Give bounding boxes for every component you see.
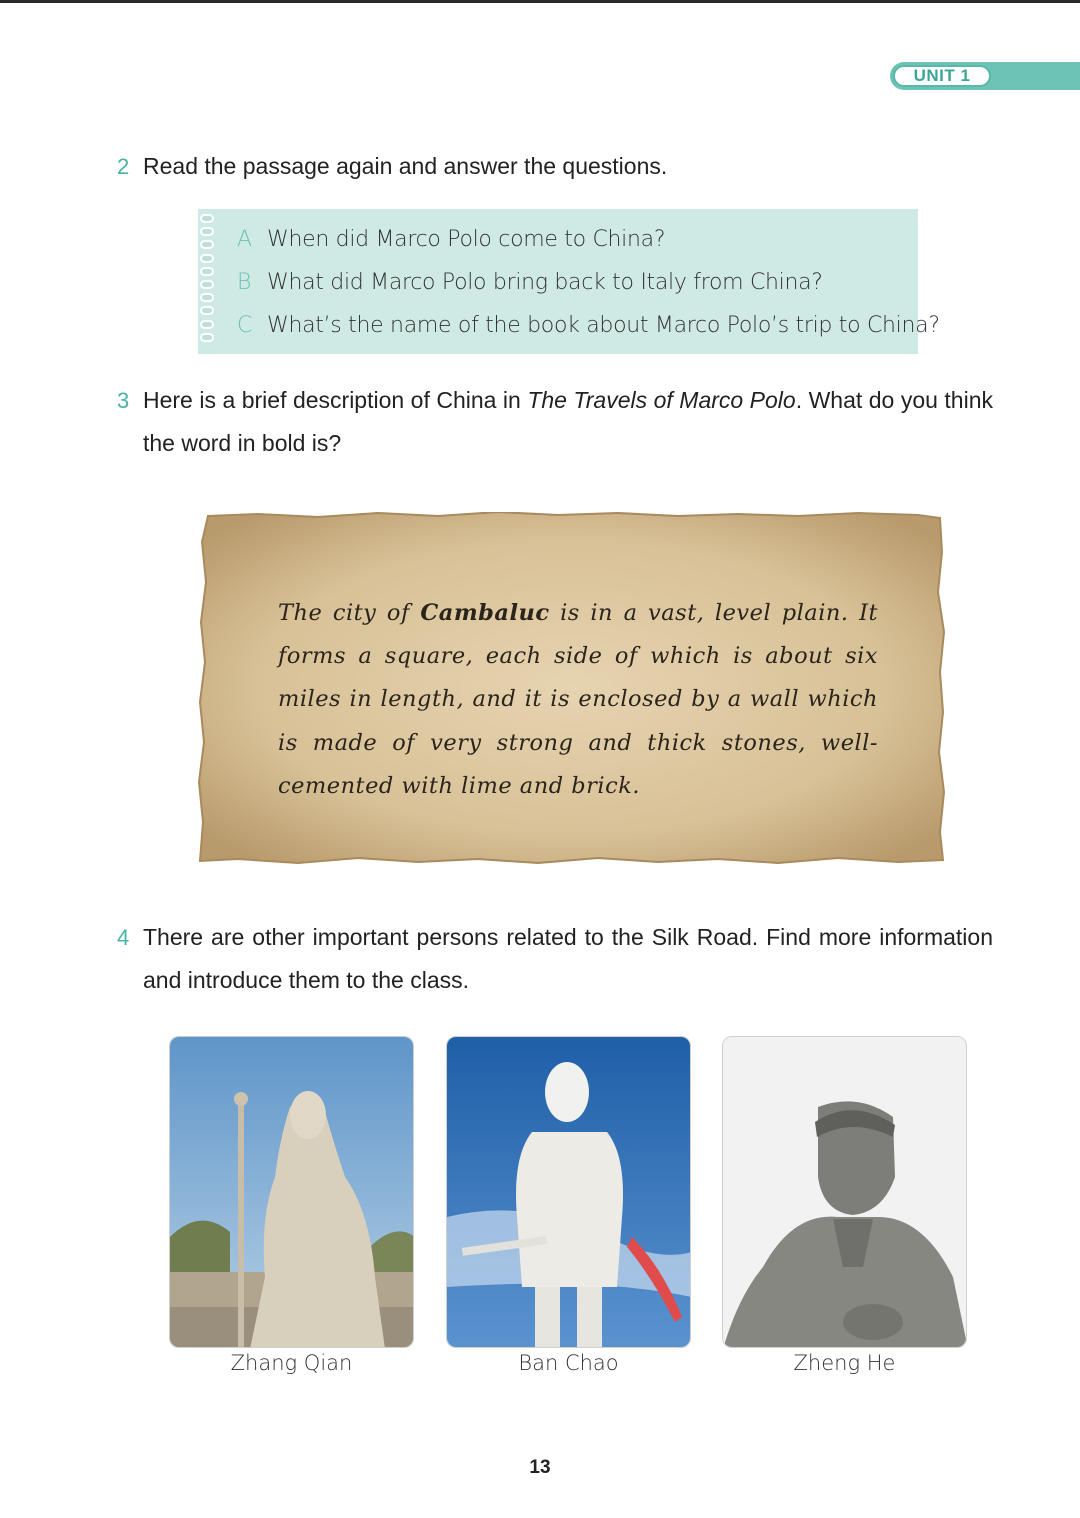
question-text: When did Marco Polo come to China? [267, 227, 666, 252]
passage-text [278, 592, 878, 808]
photo-zhang-qian [169, 1036, 414, 1348]
exercise-3-number: 3 [117, 388, 130, 413]
photo-caption: Ban Chao [518, 1351, 619, 1375]
question-text: What’s the name of the book about Marco Polo’s trip to China? [267, 313, 940, 338]
question-letter: B [237, 270, 252, 295]
bold-word: Cambaluc [420, 600, 550, 626]
notebook-rings [200, 214, 218, 352]
exercise-2-instruction: Read the passage again and answer the questions. [143, 153, 668, 179]
unit-badge: UNIT 1 [893, 65, 991, 87]
passage-segment: is in a vast, level plain. It forms a square, each side of which is about six miles in length, and it is enclosed by a wall which is made of very strong and thick stones, well-cemented with lime and brick. [278, 600, 879, 799]
question-letter: A [237, 227, 252, 252]
top-rule [0, 0, 1080, 3]
question-text: What did Marco Polo bring back to Italy from China? [267, 270, 823, 295]
photo-caption: Zhang Qian [230, 1351, 353, 1375]
question-c [237, 313, 940, 338]
exercise-4-instruction: There are other important persons related to the Silk Road. Find more information and introduce them to the class. [143, 924, 993, 993]
photo-ban-chao [446, 1036, 691, 1348]
page-number: 13 [529, 1457, 551, 1478]
instruction-text: Here is a brief description of China in [143, 387, 528, 413]
question-b [237, 270, 823, 295]
instruction-text: . What do you think the word in bold is? [143, 387, 993, 456]
photo-caption: Zheng He [793, 1351, 896, 1375]
exercise-4-number: 4 [117, 925, 130, 950]
photo-zheng-he [722, 1036, 967, 1348]
question-a [237, 227, 665, 252]
question-letter: C [237, 313, 253, 338]
book-title: The Travels of Marco Polo [527, 387, 796, 413]
passage-segment: The city of [278, 600, 421, 626]
exercise-3-instruction [143, 379, 993, 465]
exercise-2-number: 2 [117, 154, 130, 179]
